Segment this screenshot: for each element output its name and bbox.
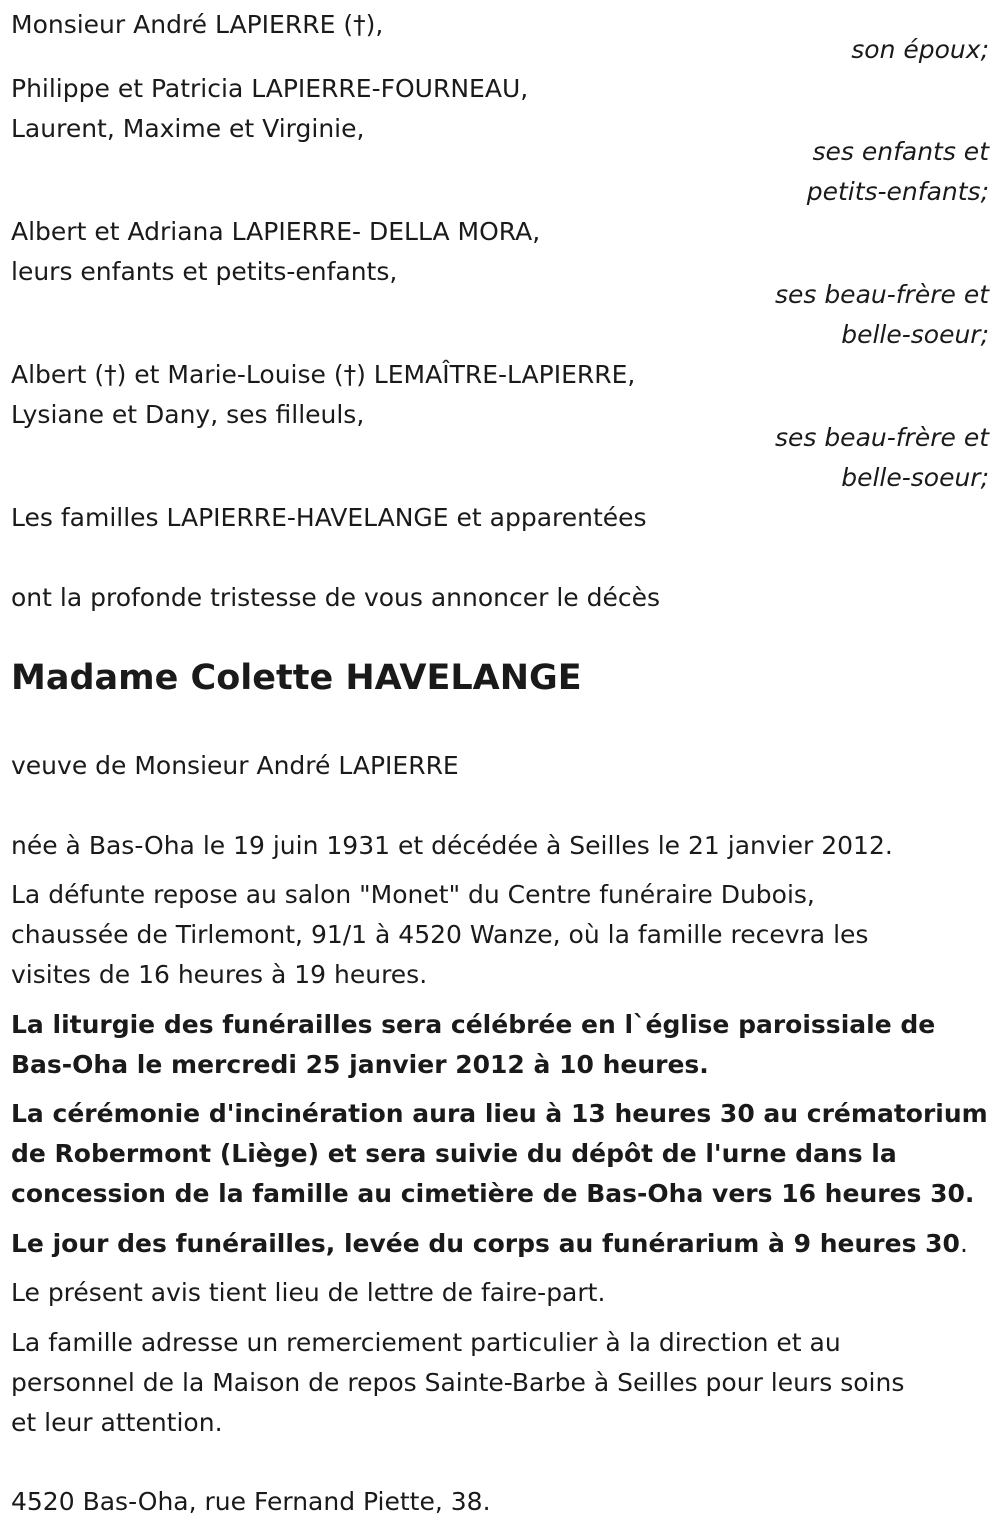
spouse-line: Monsieur André LAPIERRE (†), [11,10,384,39]
inlaws1-relation-2: belle-soeur; [841,320,989,349]
children-line-2: Laurent, Maxime et Virginie, [11,114,365,143]
inlaws2-line-2: Lysiane et Dany, ses filleuls, [11,400,365,429]
inlaws2-relation-2: belle-soeur; [841,463,989,492]
widow-of: veuve de Monsieur André LAPIERRE [11,751,459,780]
children-line-1: Philippe et Patricia LAPIERRE-FOURNEAU, [11,74,529,103]
thanks-line-2: personnel de la Maison de repos Sainte-Barbe à Seilles pour leurs soins [11,1368,905,1397]
levee-bold-text: Le jour des funérailles, levée du corps au funérarium à 9 heures 30 [11,1229,960,1258]
levee-end: . [959,1229,968,1258]
inlaws1-line-2: leurs enfants et petits-enfants, [11,257,398,286]
thanks-line-3: et leur attention. [11,1408,223,1437]
birth-death: née à Bas-Oha le 19 juin 1931 et décédée à Seilles le 21 janvier 2012. [11,831,893,860]
inlaws2-line-1: Albert (†) et Marie-Louise (†) LEMAÎTRE-LAPIERRE, [11,360,636,389]
repose-line-2: chaussée de Tirlemont, 91/1 à 4520 Wanze, où la famille recevra les [11,920,869,949]
repose-line-1: La défunte repose au salon "Monet" du Centre funéraire Dubois, [11,880,815,909]
ceremony-line-2: de Robermont (Liège) et sera suivie du dépôt de l'urne dans la [11,1139,897,1168]
levee-line [11,1229,968,1259]
spouse-relation: son époux; [851,35,989,64]
address-line: 4520 Bas-Oha, rue Fernand Piette, 38. [11,1487,491,1516]
inlaws2-relation-1: ses beau-frère et [774,423,989,452]
inlaws1-line-1: Albert et Adriana LAPIERRE- DELLA MORA, [11,217,541,246]
deceased-name: Madame Colette HAVELANGE [11,658,582,698]
ceremony-line-3: concession de la famille au cimetière de Bas-Oha vers 16 heures 30. [11,1179,975,1208]
inlaws1-relation-1: ses beau-frère et [774,280,989,309]
families-line: Les familles LAPIERRE-HAVELANGE et apparentées [11,503,647,532]
ceremony-line-1: La cérémonie d'incinération aura lieu à 13 heures 30 au crématorium [11,1099,988,1128]
liturgy-line-2: Bas-Oha le mercredi 25 janvier 2012 à 10 heures. [11,1050,709,1079]
thanks-line-1: La famille adresse un remerciement particulier à la direction et au [11,1328,841,1357]
children-relation-2: petits-enfants; [806,177,989,206]
notice-line: Le présent avis tient lieu de lettre de faire-part. [11,1278,606,1307]
announcement-intro: ont la profonde tristesse de vous annoncer le décès [11,583,661,612]
repose-line-3: visites de 16 heures à 19 heures. [11,960,428,989]
liturgy-line-1: La liturgie des funérailles sera célébrée en l`église paroissiale de [11,1010,936,1039]
children-relation-1: ses enfants et [812,137,989,166]
